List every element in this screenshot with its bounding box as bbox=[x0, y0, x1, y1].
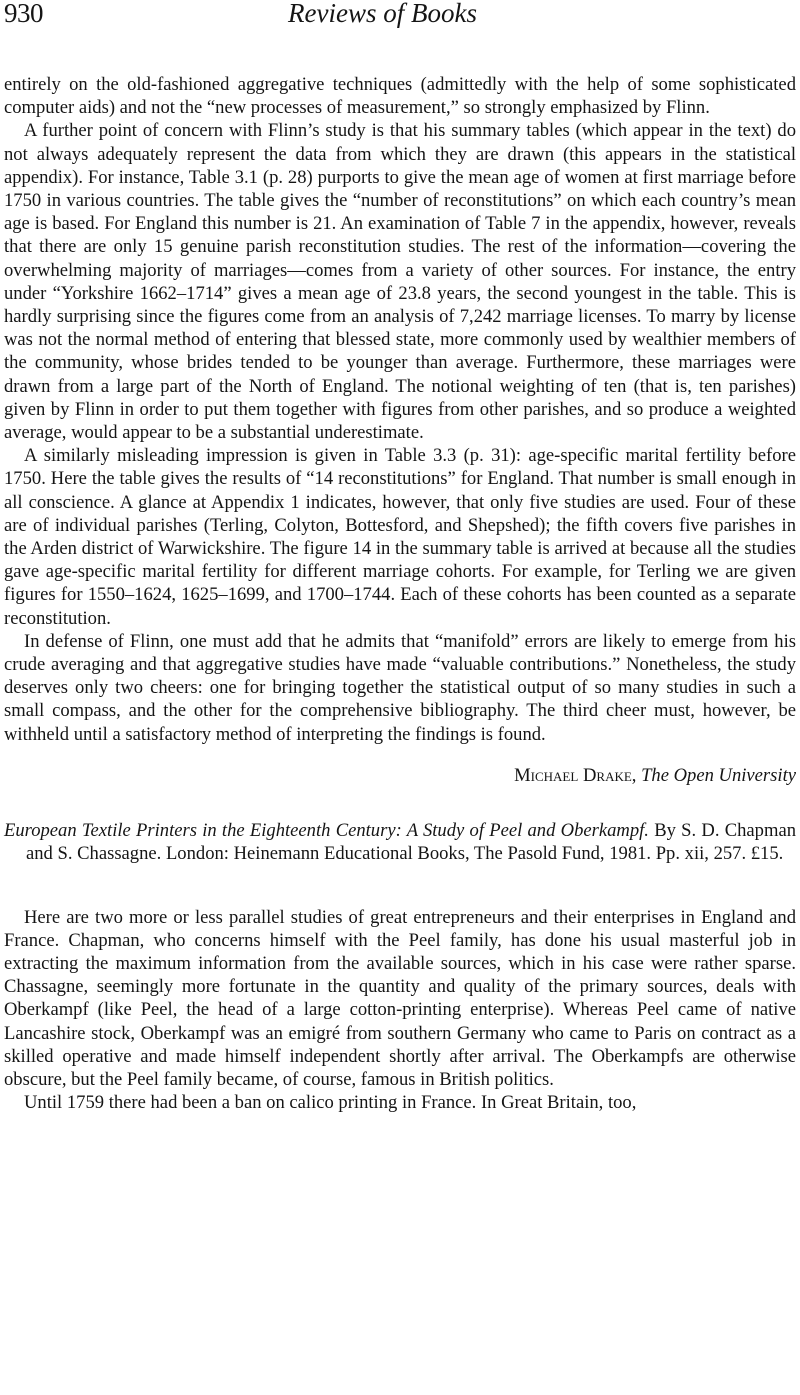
paragraph: A similarly misleading impression is given in Table 3.3 (p. 31): age-specific marital fertility before 1750. Here the table gives the results of “14 reconstitutions” for England. That number is small enough in all conscience. A glance at Appendix 1 indicates, however, that only five studies are used. Four of these are of individual parishes (Terling, Colyton, Bottesford, and Shepshed); the fifth covers five parishes in the Arden district of Warwickshire. The figure 14 in the summary table is arrived at because all the studies gave age-specific marital fertility for different marriage cohorts. For example, for Terling we are given figures for 1550–1624, 1625–1699, and 1700–1744. Each of these cohorts has been counted as a separate reconstitution. bbox=[4, 445, 796, 629]
paragraph: A further point of concern with Flinn’s study is that his summary tables (which appear in the text) do not always adequately represent the data from which they are drawn (this appears in the statistical appendix). For instance, Table 3.1 (p. 28) purports to give the mean age of women at first marriage before 1750 in various countries. The table gives the “number of reconstitutions” on which each country’s mean age is based. For England this number is 21. An examination of Table 7 in the appendix, however, reveals that there are only 15 genuine parish reconstitution studies. The rest of the information—covering the overwhelming majority of marriages—comes from a variety of other sources. For instance, the entry under “Yorkshire 1662–1714” gives a mean age of 23.8 years, the second youngest in the table. This is hardly surprising since the figures come from an analysis of 7,242 marriage licenses. To marry by license was not the normal method of entering that blessed state, more commonly used by wealthier members of the community, whose brides tended to be younger than average. Furthermore, these marriages were drawn from a large part of the North of England. The notional weighting of ten (that is, ten parishes) given by Flinn in order to put them together with figures from other parishes, and so produce a weighted average, would appear to be a substantial underestimate. bbox=[4, 120, 796, 444]
paragraph: Until 1759 there had been a ban on calico printing in France. In Great Britain, too, bbox=[24, 1092, 637, 1114]
page-number: 930 bbox=[4, 0, 43, 28]
book-title: European Textile Printers in the Eighteenth Century: A Study of Peel and Oberkampf. bbox=[4, 820, 649, 842]
paragraph: In defense of Flinn, one must add that he admits that “manifold” errors are likely to emerge from his crude averaging and that aggregative studies have made “valuable contributions.” Nonetheless, the study deserves only two cheers: one for bringing together the statistical output of so many studies in such a small compass, and the other for the comprehensive bibliography. The third cheer must, however, be withheld until a satisfactory method of interpreting the findings is found. bbox=[4, 630, 796, 745]
reviewer-signature: Michael Drake, The Open University bbox=[514, 764, 796, 786]
paragraph: Here are two more or less parallel studies of great entrepreneurs and their enterprises in England and France. Chapman, who concerns himself with the Peel family, has done his usual masterful job in extracting the maximum information from the available sources, which in his case were rather sparse. Chassagne, seemingly more fortunate in the quantity and quality of the primary sources, deals with Oberkampf (like Peel, the head of a large cotton-printing enterprise). Whereas Peel came of native Lancashire stock, Oberkampf was an emigré from southern Germany who came to Paris on contract as a skilled operative and made himself independent shortly after arrival. The Oberkampfs are otherwise obscure, but the Peel family became, of course, famous in British politics. bbox=[4, 906, 796, 1090]
book-details: By S. D. Chapman and S. Chassagne. London: Heinemann Educational Books, The Pasold Fund, 1981. Pp. xii, 257. £15. bbox=[26, 820, 796, 865]
page-header bbox=[0, 0, 800, 40]
book-citation bbox=[4, 819, 796, 865]
body-text bbox=[4, 73, 796, 1114]
reviewer-affiliation: The Open University bbox=[641, 764, 796, 786]
paragraph-continued: entirely on the old-fashioned aggregative techniques (admittedly with the help of some sophisticated computer aids) and not the “new processes of measurement,” so strongly emphasized by Flinn. bbox=[4, 74, 796, 119]
reviewer-name: Michael Drake bbox=[514, 764, 632, 786]
running-head: Reviews of Books bbox=[288, 0, 477, 28]
